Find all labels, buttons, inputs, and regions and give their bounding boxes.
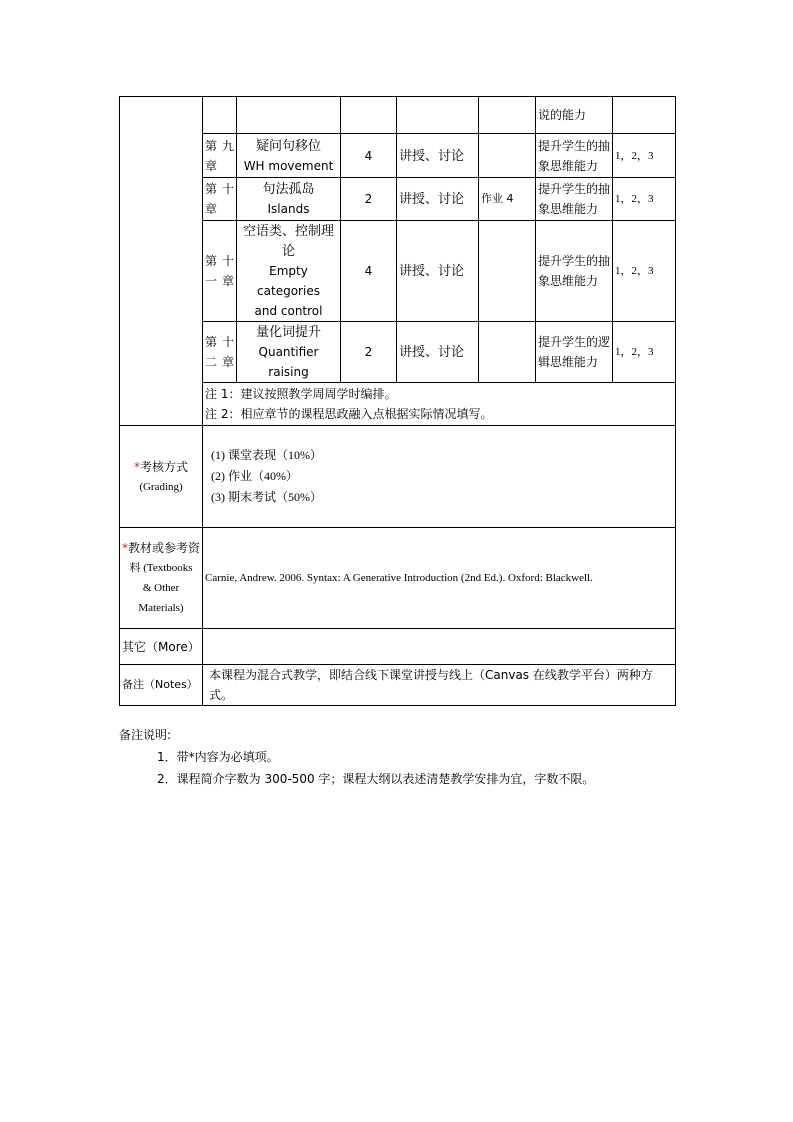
hours-cell: 2: [341, 322, 397, 383]
method-cell: 讲授、讨论: [397, 322, 479, 383]
chapter-title-cell: 疑问句移位 WH movement: [237, 134, 341, 178]
grading-row: [120, 426, 676, 528]
table-row: [120, 134, 676, 178]
grading-item: (2) 作业（40%）: [211, 469, 298, 483]
homework-cell: 作业 4: [479, 178, 536, 221]
hours-cell: 4: [341, 221, 397, 322]
table-row: [120, 322, 676, 383]
method-cell: 讲授、讨论: [397, 221, 479, 322]
notes-label: 备注（Notes）: [120, 665, 203, 706]
table-row: [120, 178, 676, 221]
method-cell: 讲授、讨论: [397, 178, 479, 221]
chapter-cell: 第 十 一章: [203, 221, 237, 322]
objective-cell: 提升学生的抽 象思维能力: [536, 178, 613, 221]
grading-label: *考核方式 (Grading): [120, 426, 203, 528]
table-notes-row: [120, 383, 676, 426]
table-row: [120, 221, 676, 322]
refs-cell: 1，2，3: [613, 322, 676, 383]
hours-cell: 2: [341, 178, 397, 221]
table-row: [120, 97, 676, 134]
footer-title: 备注说明:: [119, 728, 172, 742]
objective-cell: 提升学生的抽 象思维能力: [536, 221, 613, 322]
chapter-cell: 第 九 章: [203, 134, 237, 178]
grading-content: [203, 426, 676, 528]
required-mark: *: [133, 459, 140, 474]
objective-cell: 提升学生的抽 象思维能力: [536, 134, 613, 178]
chapter-title-cell: 句法孤岛 Islands: [237, 178, 341, 221]
more-row: [120, 629, 676, 665]
method-cell: 讲授、讨论: [397, 134, 479, 178]
course-outline-table: [119, 96, 676, 706]
required-mark: *: [122, 541, 128, 555]
refs-cell: 1，2，3: [613, 134, 676, 178]
refs-cell: 1，2，3: [613, 221, 676, 322]
chapter-cell: 第 十 二章: [203, 322, 237, 383]
notes-content: 本课程为混合式教学，即结合线下课堂讲授与线上（Canvas 在线教学平台）两种方式。: [203, 665, 676, 706]
objective-cell: 说的能力: [536, 97, 613, 134]
objective-cell: 提升学生的逻 辑思维能力: [536, 322, 613, 383]
more-content: [203, 629, 676, 665]
grading-item: (3) 期末考试（50%）: [211, 490, 322, 504]
hours-cell: 4: [341, 134, 397, 178]
textbooks-content: Carnie, Andrew. 2006. Syntax: A Generative Introduction (2nd Ed.). Oxford: Blackwell.: [203, 528, 676, 629]
more-label: 其它（More）: [120, 629, 203, 665]
schedule-label-cell: [120, 97, 203, 426]
refs-cell: 1，2，3: [613, 178, 676, 221]
chapter-title-cell: 空语类、控制理 论 Empty categories and control: [237, 221, 341, 322]
footer-item: 2．课程简介字数为 300-500 字；课程大纲以表述清楚教学安排为宜，字数不限。: [157, 772, 595, 786]
footer-notes: [119, 724, 594, 790]
notes-row: [120, 665, 676, 706]
footer-item: 1．带*内容为必填项。: [157, 750, 279, 764]
textbooks-label: *教材或参考资 料 (Textbooks & Other Materials): [120, 528, 203, 629]
chapter-title-cell: 量化词提升 Quantifier raising: [237, 322, 341, 383]
chapter-cell: 第 十 章: [203, 178, 237, 221]
table-note: 注 1：建议按照教学周周学时编排。: [205, 387, 397, 401]
textbooks-row: [120, 528, 676, 629]
table-notes: [203, 383, 676, 426]
grading-item: (1) 课堂表现（10%）: [211, 448, 322, 462]
table-note: 注 2：相应章节的课程思政融入点根据实际情况填写。: [205, 407, 493, 421]
